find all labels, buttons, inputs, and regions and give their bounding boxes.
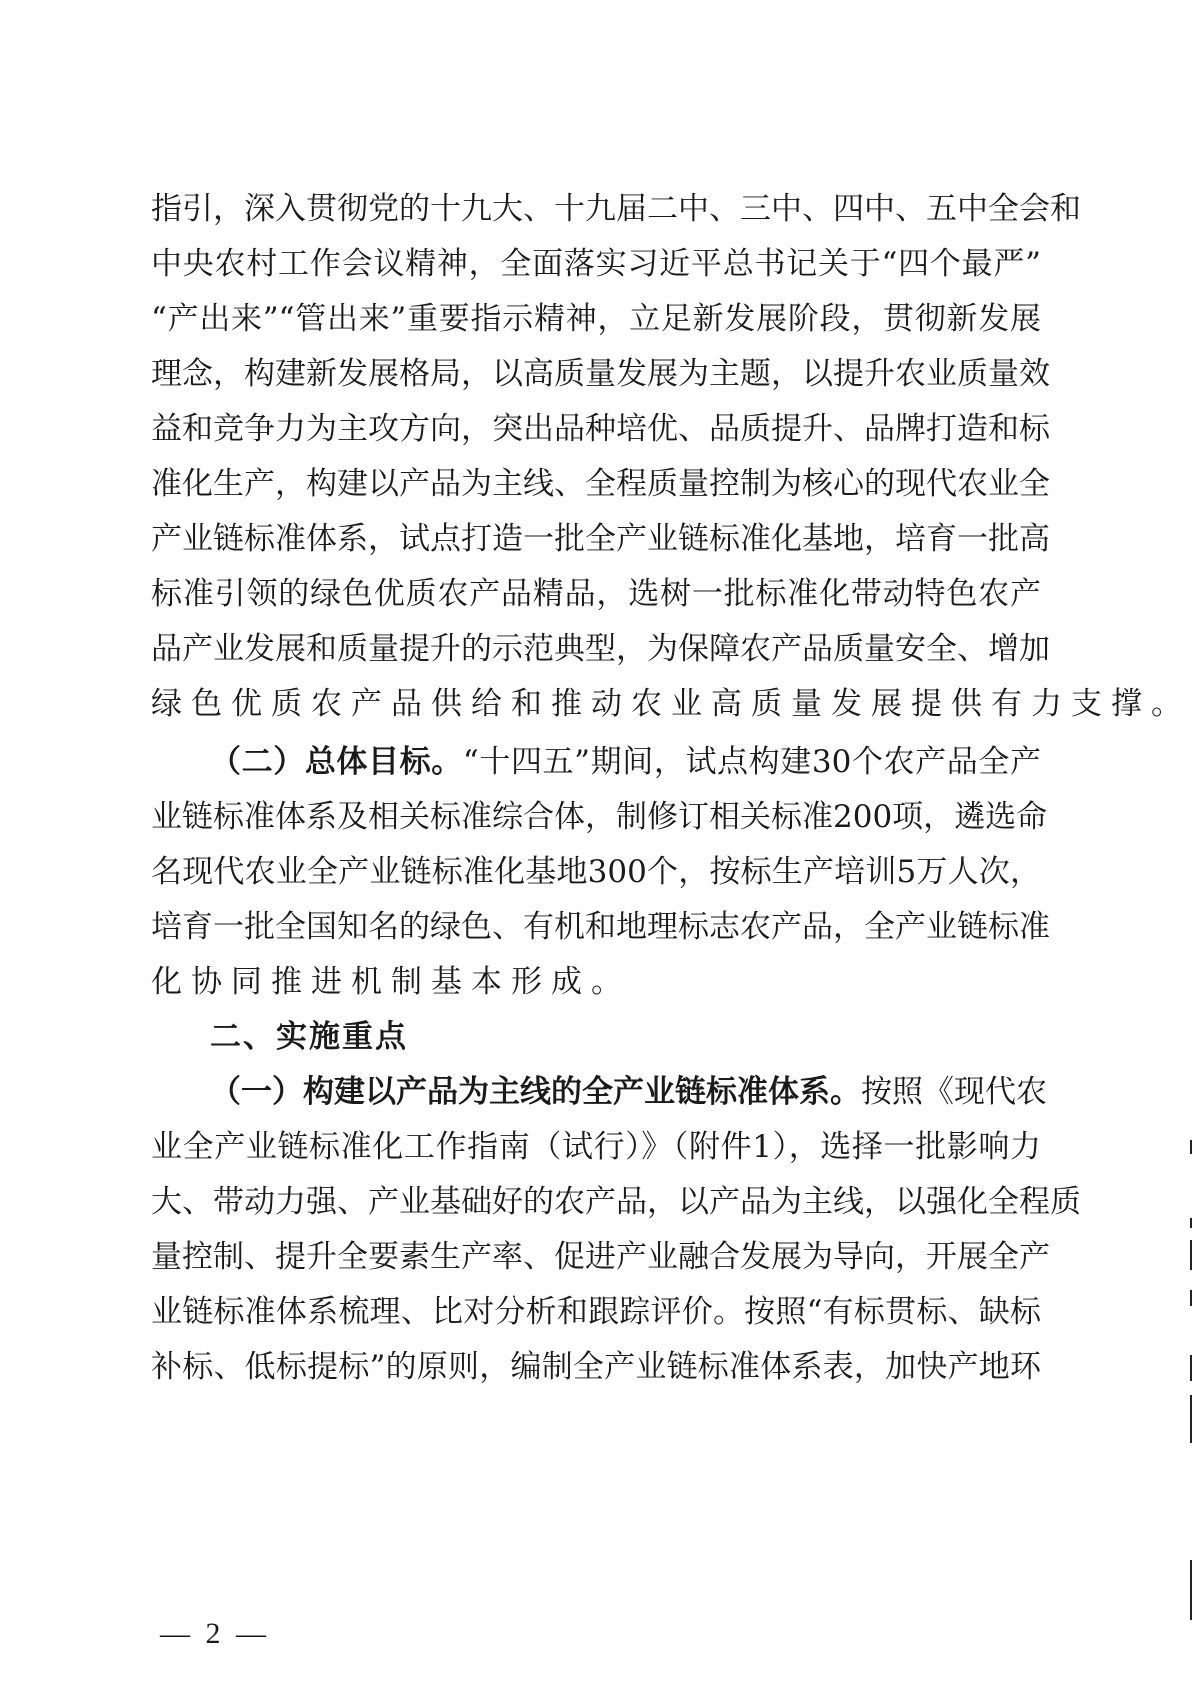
paragraph-line: 准化生产，构建以产品为主线、全程质量控制为核心的现代农业全 (151, 466, 1050, 502)
subsection-heading: （一）构建以产品为主线的全产业链标准体系。 (210, 1074, 861, 1110)
paragraph-line: “产出来”“管出来”重要指示精神，立足新发展阶段，贯彻新发展 (151, 301, 1041, 337)
paragraph-line: 产业链标准体系，试点打造一批全产业链标准化基地，培育一批高 (151, 521, 1050, 557)
section-heading-overall-goals: （二）总体目标。 (210, 744, 463, 780)
scan-edge-mark (1190, 1355, 1192, 1381)
paragraph-line: 量控制、提升全要素生产率、促进产业融合发展为导向，开展全产 (151, 1239, 1050, 1275)
scan-edge-mark (1190, 1560, 1192, 1620)
paragraph-line: 大、带动力强、产业基础好的农产品，以产品为主线，以强化全程质 (151, 1184, 1081, 1220)
paragraph-line: 绿色优质农产品供给和推动农业高质量发展提供有力支撑。 (151, 686, 1191, 722)
paragraph-line: 业链标准体系及相关标准综合体，制修订相关标准200项，遴选命 (151, 799, 1048, 835)
page-number: — 2 — (160, 1617, 270, 1650)
scan-edge-mark (1190, 1218, 1192, 1228)
paragraph-line: 益和竞争力为主攻方向，突出品种培优、品质提升、品牌打造和标 (151, 411, 1050, 447)
paragraph-line: 指引，深入贯彻党的十九大、十九届二中、三中、四中、五中全会和 (151, 191, 1081, 227)
paragraph-line: 培育一批全国知名的绿色、有机和地理标志农产品，全产业链标准 (151, 909, 1050, 945)
paragraph-line: 业全产业链标准化工作指南（试行）》（附件1），选择一批影响力 (151, 1129, 1041, 1165)
scan-edge-mark (1190, 1140, 1192, 1154)
paragraph-line: 名现代农业全产业链标准化基地300个，按标生产培训5万人次， (151, 854, 1041, 890)
paragraph-line: 化协同推进机制基本形成。 (151, 964, 631, 1000)
paragraph-text: 按照《现代农 (861, 1074, 1047, 1110)
paragraph-line: 中央农村工作会议精神，全面落实习近平总书记关于“四个最严” (151, 246, 1041, 282)
paragraph-line: 补标、低标提标”的原则，编制全产业链标准体系表，加快产地环 (151, 1349, 1041, 1385)
paragraph-first-line (210, 734, 1041, 790)
paragraph-line: 品产业发展和质量提升的示范典型，为保障农产品质量安全、增加 (151, 631, 1050, 667)
section-heading-implementation: 二、实施重点 (210, 1019, 408, 1055)
paragraph-text: “十四五”期间，试点构建30个农产品全产 (462, 744, 1041, 780)
paragraph-line: 标准引领的绿色优质农产品精品，选树一批标准化带动特色农产 (151, 576, 1041, 612)
scan-edge-mark (1190, 1395, 1192, 1443)
paragraph-line: 理念，构建新发展格局，以高质量发展为主题，以提升农业质量效 (151, 356, 1050, 392)
paragraph-line: 业链标准体系梳理、比对分析和跟踪评价。按照“有标贯标、缺标 (151, 1294, 1041, 1330)
scan-edge-mark (1190, 1240, 1192, 1270)
paragraph-first-line (210, 1064, 1047, 1120)
scan-edge-mark (1190, 1290, 1192, 1306)
